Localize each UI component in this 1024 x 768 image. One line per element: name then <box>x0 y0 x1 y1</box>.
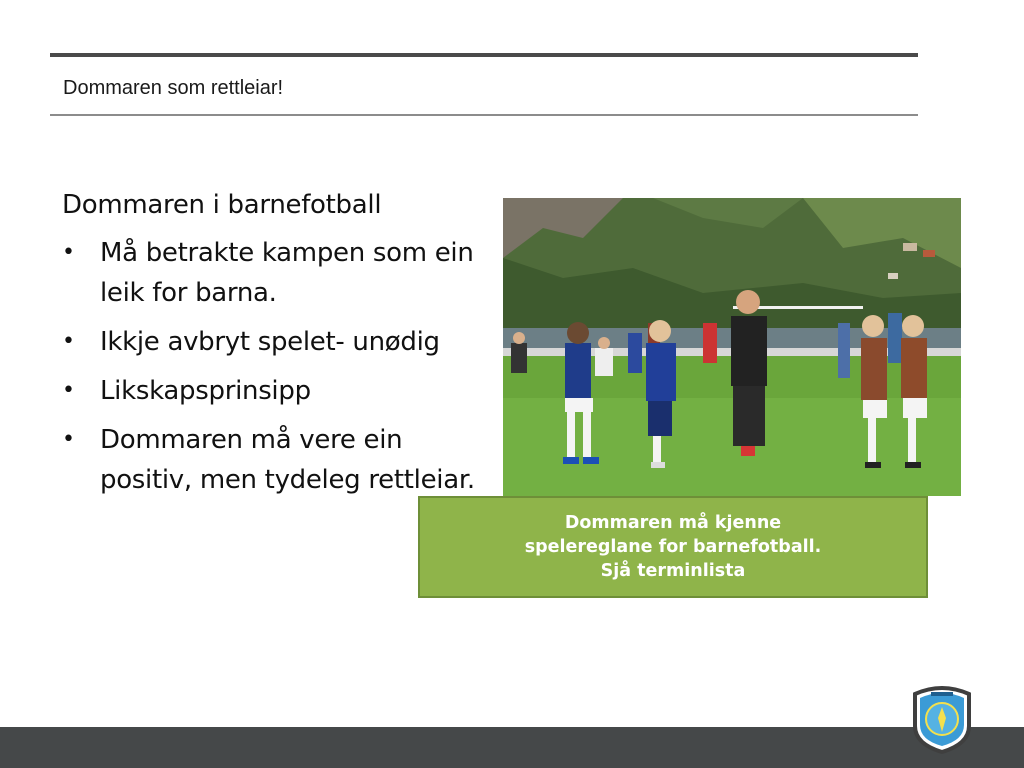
football-photo <box>503 198 961 496</box>
bullet-item: • Ikkje avbryt spelet- unødig <box>62 322 482 362</box>
callout-line: Dommaren må kjenne <box>564 513 782 533</box>
footer-bar <box>0 727 1024 768</box>
club-logo <box>911 682 973 754</box>
bullet-icon: • <box>62 329 75 354</box>
bullet-item: • Dommaren må vere ein positiv, men tydeleg rettleiar. <box>62 420 482 500</box>
slide-title: Dommaren som rettleiar! <box>63 77 284 99</box>
slide-body <box>62 188 482 509</box>
bullet-icon: • <box>62 427 75 452</box>
callout-line: spelereglane for barnefotball. <box>524 537 822 557</box>
bullet-icon: • <box>62 378 75 403</box>
callout-line: Sjå terminlista <box>600 561 746 581</box>
header-bottom-rule <box>50 114 918 116</box>
bullet-item: • Likskapsprinsipp <box>62 371 482 411</box>
bullet-list <box>62 233 482 500</box>
header-top-rule <box>50 53 918 57</box>
bullet-item: • Må betrakte kampen som ein leik for barna. <box>62 233 482 313</box>
info-callout <box>418 496 928 598</box>
body-heading: Dommaren i barnefotball <box>62 190 382 220</box>
bullet-icon: • <box>62 240 75 265</box>
